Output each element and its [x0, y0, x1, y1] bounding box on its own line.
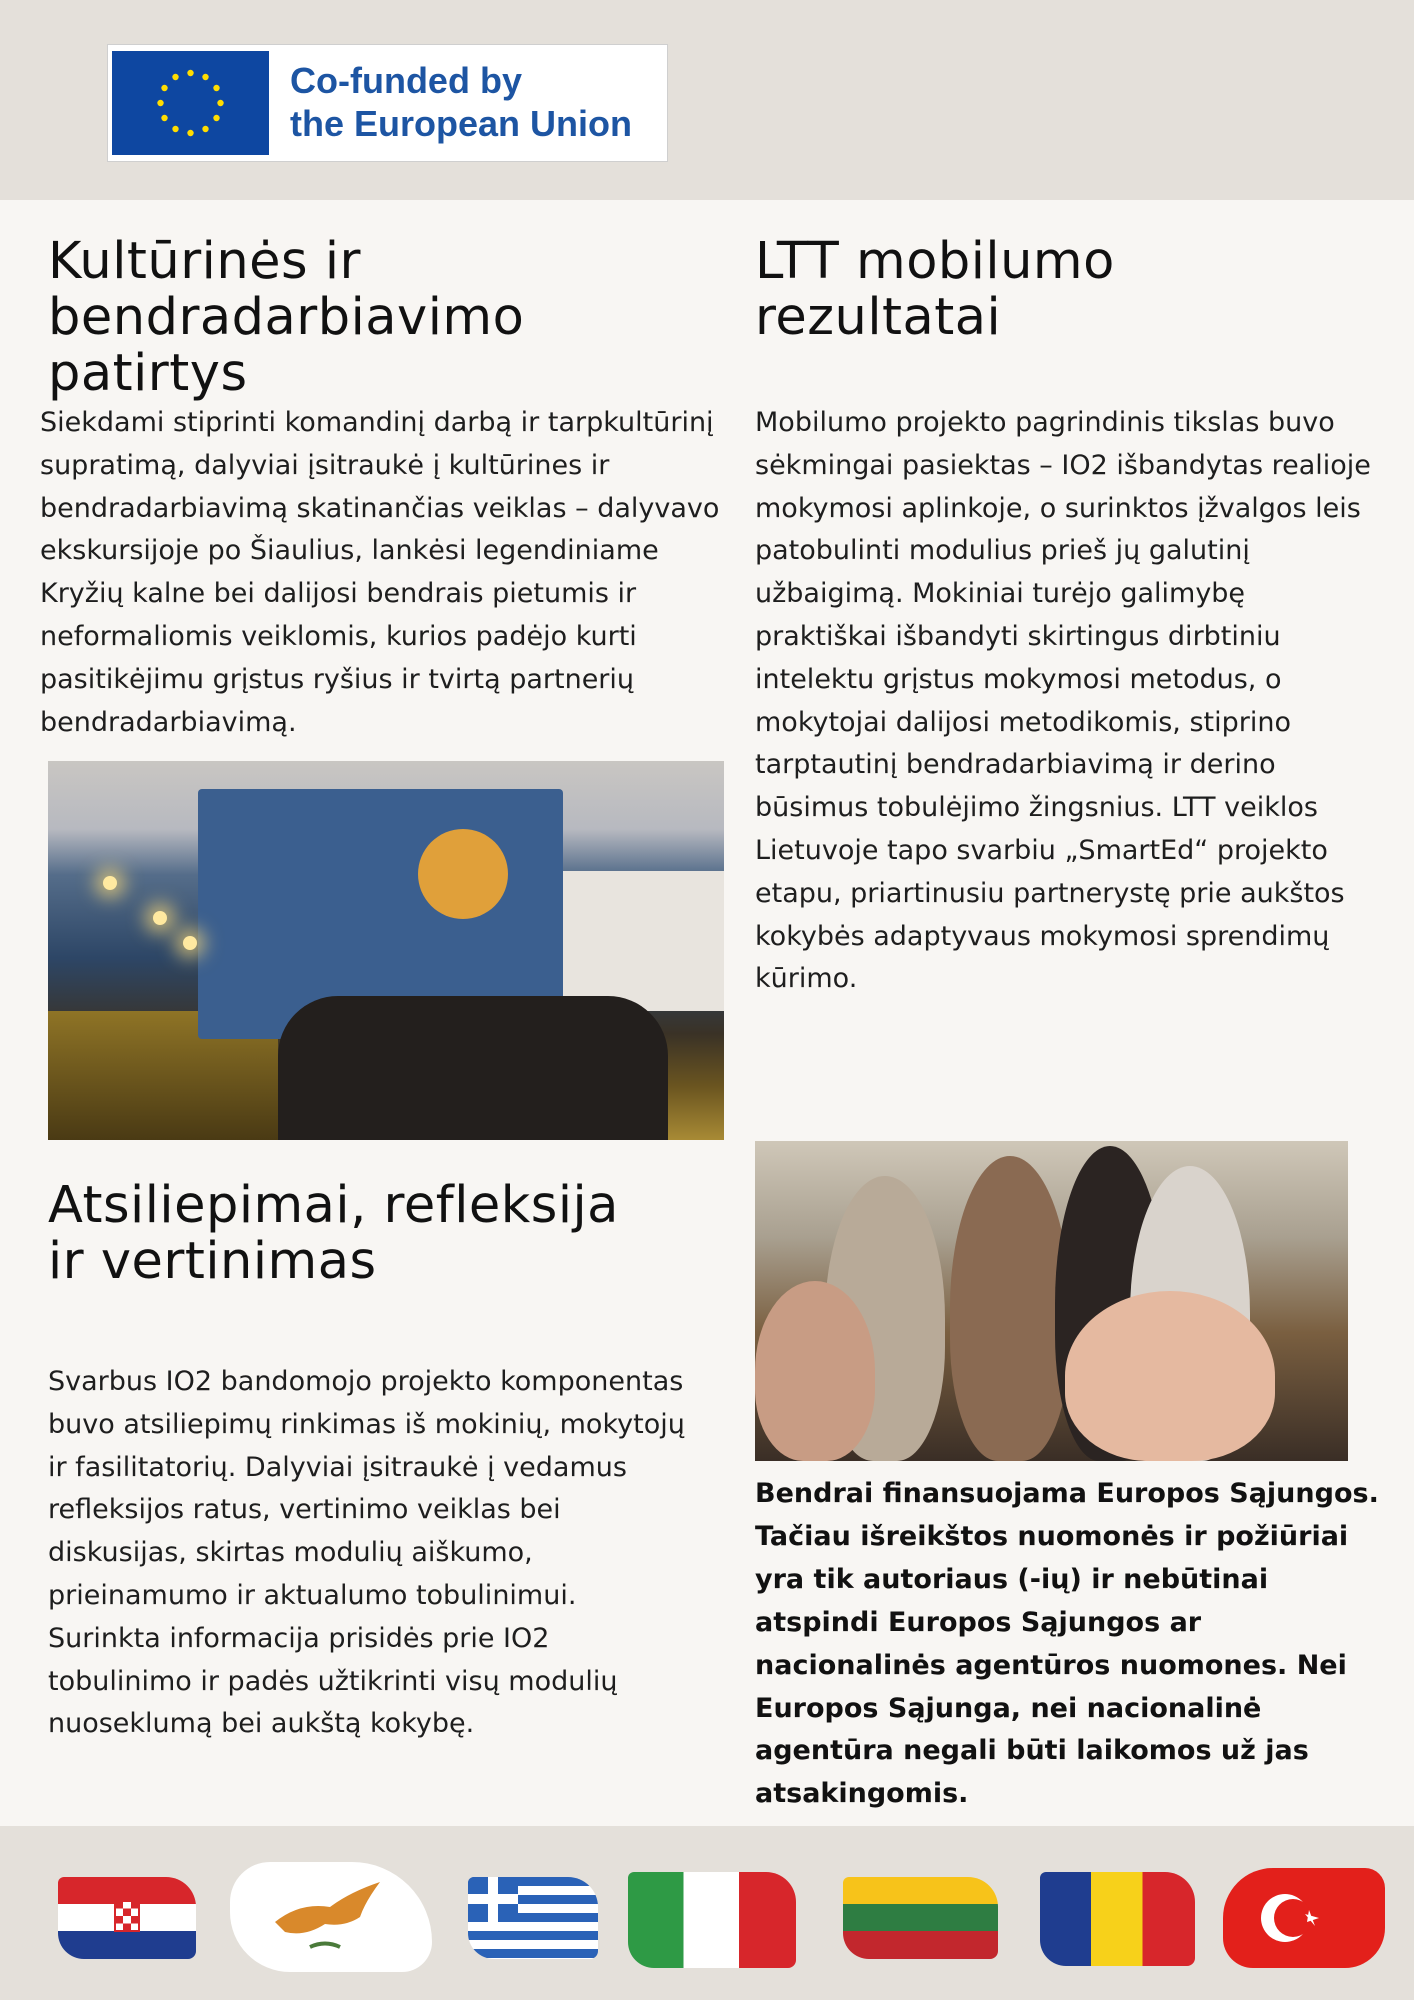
eu-flag-icon [112, 51, 269, 155]
photo-building [563, 871, 724, 1011]
greece-flag-icon [468, 1877, 598, 1959]
photo-streetlamp [183, 936, 197, 950]
photo-person [755, 1281, 875, 1461]
photo-person [1065, 1291, 1275, 1461]
photo-streetlamp [103, 876, 117, 890]
cyprus-flag-icon [230, 1862, 432, 1972]
croatia-flag-icon [58, 1877, 196, 1959]
photo-person [950, 1156, 1070, 1461]
group-photo-mural [48, 761, 724, 1140]
eu-cofunded-logo [107, 44, 668, 162]
feedback-title: Atsiliepimai, refleksija ir vertinimas [48, 1176, 619, 1291]
romania-flag-icon [1040, 1872, 1195, 1966]
culture-title: Kultūrinės ir bendradarbiavimo patirtys [48, 232, 525, 403]
eu-logo-line2: the European Union [290, 103, 632, 144]
selfie-photo [755, 1141, 1348, 1461]
ltt-title: LTT mobilumo rezultatai [755, 232, 1115, 347]
eu-disclaimer: Bendrai finansuojama Europos Sąjungos. Tačiau išreikštos nuomonės ir požiūriai yra tik autoriaus (-ių) ir nebūtinai atspindi Europos Sąjungos ar nacionalinės agentūros nuomones. Nei Europos Sąjunga, nei nacionalinė agentūra negali būti laikomos už jas atsakingomis. [755, 1478, 1379, 1810]
ltt-body: Mobilumo projekto pagrindinis tikslas buvo sėkmingai pasiektas – IO2 išbandytas realioje mokymosi aplinkoje, o surinktos įžvalgos leis patobulinti modulius prieš jų galutinį užbaigimą. Mokiniai turėjo galimybę praktiškai išbandyti skirtingus dirbtiniu intelektu grįstus mokymosi metodus, o mokytojai dalijosi metodikomis, stiprino tarptautinį bendradarbiavimą ir derino būsimus tobulėjimo žingsnius. LTT veiklos Lietuvoje tapo svarbiu „SmartEd“ projekto etapu, priartinusiu partnerystę prie aukštos kokybės adaptyvaus mokymosi sprendimų kūrimo. [755, 407, 1371, 995]
lithuania-flag-icon [843, 1877, 998, 1959]
photo-mural-sun [418, 829, 508, 919]
culture-body: Siekdami stiprinti komandinį darbą ir tarpkultūrinį supratimą, dalyviai įsitraukė į kultūrines ir bendradarbiavimą skatinančias veiklas – dalyvavo ekskursijoje po Šiaulius, lankėsi legendiniame Kryžių kalne bei dalijosi bendrais pietumis ir neformaliomis veiklomis, kurios padėjo kurti pasitikėjimu grįstus ryšius ir tvirtą partnerių bendradarbiavimą. [40, 407, 720, 738]
feedback-body: Svarbus IO2 bandomojo projekto komponentas buvo atsiliepimų rinkimas iš mokinių, mokytojų ir fasilitatorių. Dalyviai įsitraukė į vedamus refleksijos ratus, vertinimo veiklas bei diskusijas, skirtas modulių aiškumo, prieinamumo ir aktualumo tobulinimui. Surinkta informacija prisidės prie IO2 tobulinimo ir padės užtikrinti visų modulių nuoseklumą bei aukštą kokybę. [48, 1366, 685, 1740]
turkey-flag-icon [1223, 1868, 1385, 1968]
photo-group-of-people [278, 996, 668, 1140]
eu-logo-line1: Co-funded by [290, 60, 522, 101]
eu-logo-text [290, 59, 632, 145]
italy-flag-icon [628, 1872, 796, 1968]
photo-streetlamp [153, 911, 167, 925]
